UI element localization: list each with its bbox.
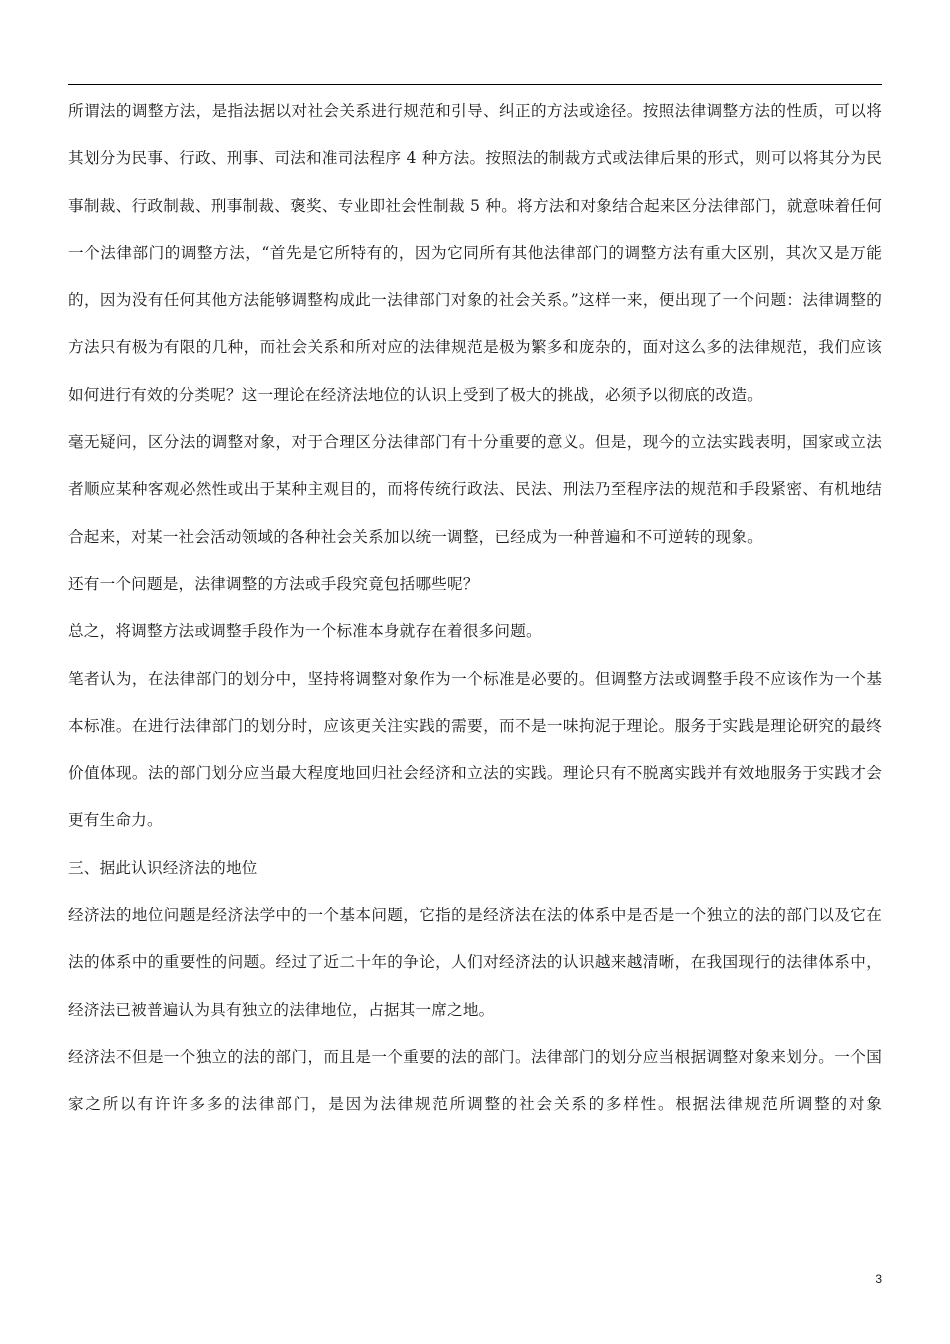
paragraph-adjustment-method: 所谓法的调整方法，是指法据以对社会关系进行规范和引导、纠正的方法或途径。按照法律调整方法的性质，可以将其划分为民事、行政、刑事、司法和准司法程序 4 种方法。按照法的制裁方式或法律后果的形式，则可以将其分为民事制裁、行政制裁、刑事制裁、褒奖、专业即社会性制裁 5 种。将方法和对象结合起来区分法律部门，就意味着任何一个法律部门的调整方法，“首先是它所特有的，因为它同所有其他法律部门的调整方法有重大区别，其次又是万能的，因为没有任何其他方法能够调整构成此一法律部门对象的社会关系。”这样一来，便出现了一个问题：法律调整的方法只有极为有限的几种，而社会关系和所对应的法律规范是极为繁多和庞杂的，面对这么多的法律规范，我们应该如何进行有效的分类呢？这一理论在经济法地位的认识上受到了极大的挑战，必须予以彻底的改造。 [68, 102, 882, 404]
section-heading: 三、据此认识经济法的地位 [68, 858, 258, 877]
paragraph-summary: 总之，将调整方法或调整手段作为一个标准本身就存在着很多问题。 [68, 622, 542, 641]
paragraph-author-view: 笔者认为，在法律部门的划分中，坚持将调整对象作为一个标准是必要的。但调整方法或调整手段不应该作为一个基本标准。在进行法律部门的划分时，应该更关注实践的需要，而不是一味拘泥于理论。服务于实践是理论研究的最终价值体现。法的部门划分应当最大程度地回归社会经济和立法的实践。理论只有不脱离实践并有效地服务于实践才会更有生命力。 [68, 669, 882, 830]
paragraph-economic-law-status: 经济法的地位问题是经济法学中的一个基本问题，它指的是经济法在法的体系中是否是一个独立的法的部门以及它在法的体系中的重要性的问题。经过了近二十年的争论，人们对经济法的认识越来越清晰，在我国现行的法律体系中，经济法已被普遍认为具有独立的法律地位，占据其一席之地。 [68, 906, 882, 1019]
paragraph-economic-law-importance: 经济法不但是一个独立的法的部门，而且是一个重要的法的部门。法律部门的划分应当根据调整对象来划分。一个国家之所以有许许多多的法律部门，是因为法律规范所调整的社会关系的多样性。根据法律规范所调整的对象 [68, 1047, 882, 1114]
paragraph-question: 还有一个问题是，法律调整的方法或手段究竟包括哪些呢？ [68, 574, 479, 593]
header-rule [68, 84, 882, 85]
paragraph-adjustment-object: 毫无疑问，区分法的调整对象，对于合理区分法律部门有十分重要的意义。但是，现今的立法实践表明，国家或立法者顺应某种客观必然性或出于某种主观目的，而将传统行政法、民法、刑法乃至程序法的规范和手段紧密、有机地结合起来，对某一社会活动领域的各种社会关系加以统一调整，已经成为一种普遍和不可逆转的现象。 [68, 433, 882, 546]
page-number: 3 [875, 1272, 882, 1286]
body-text [68, 88, 882, 1129]
